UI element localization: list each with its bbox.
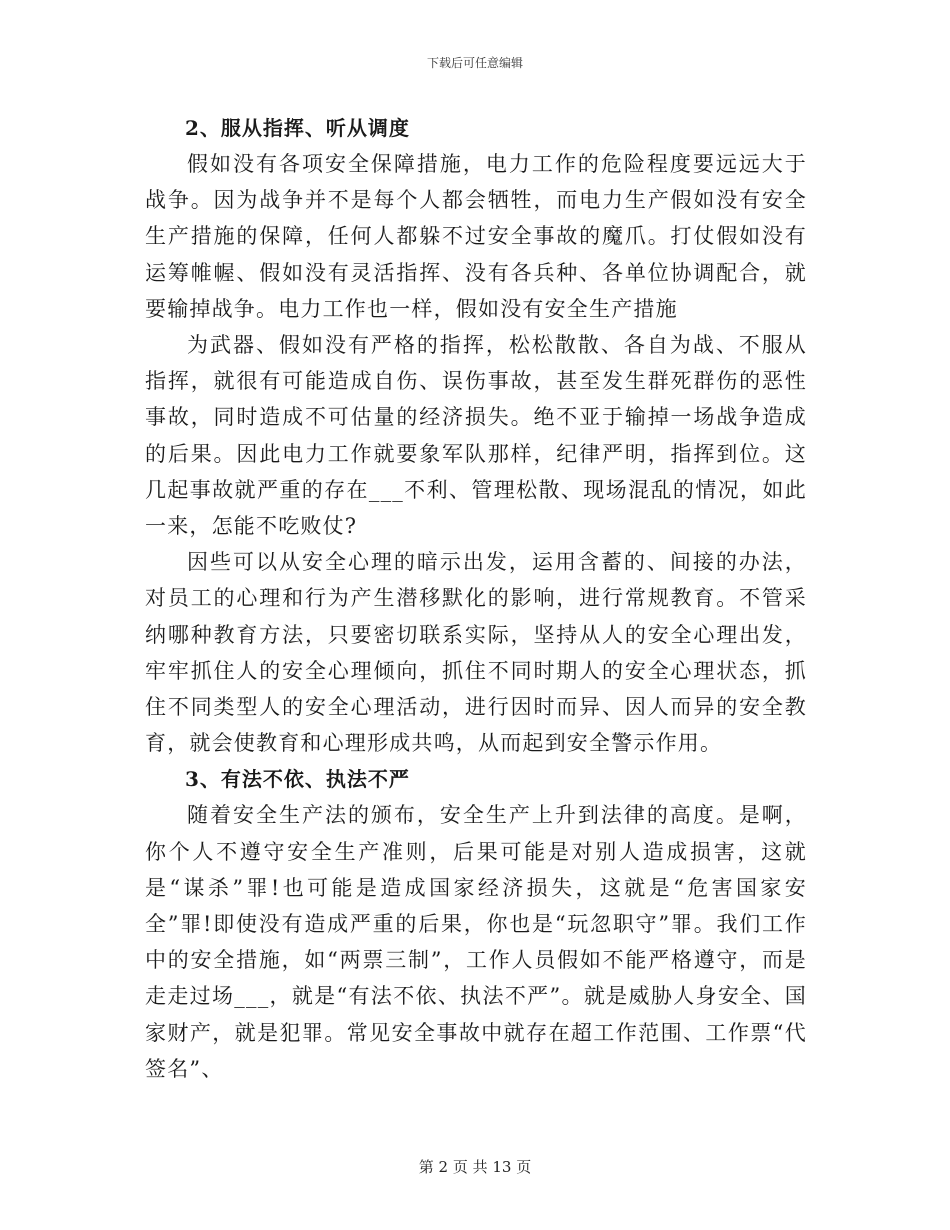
paragraph: 因些可以从安全心理的暗示出发，运用含蓄的、间接的办法，对员工的心理和行为产生潜移默化的影响，进行常规教育。不管采纳哪种教育方法，只要密切联系实际，坚持从人的安全心理出发，牢牢抓住人的安全心理倾向，抓住不同时期人的安全心理状态，抓住不同类型人的安全心理活动，进行因时而异、因人而异的安全教育，就会使教育和心理形成共鸣，从而起到安全警示作用。 <box>145 550 807 756</box>
paragraph: 假如没有各项安全保障措施，电力工作的危险程度要远远大于战争。因为战争并不是每个人都会牺牲，而电力生产假如没有安全生产措施的保障，任何人都躲不过安全事故的魔爪。打仗假如没有运筹帷幄、假如没有灵活指挥、没有各兵种、各单位协调配合，就要输掉战争。电力工作也一样，假如没有安全生产措施 <box>145 152 807 321</box>
page-header-note: 下载后可任意编辑 <box>426 56 523 70</box>
section-heading: 3、有法不依、执法不严 <box>185 767 410 792</box>
document-body <box>145 110 807 1087</box>
paragraph: 为武器、假如没有严格的指挥，松松散散、各自为战、不服从指挥，就很有可能造成自伤、误伤事故，甚至发生群死群伤的恶性事故，同时造成不可估量的经济损失。绝不亚于输掉一场战争造成的后果。因此电力工作就要象军队那样，纪律严明，指挥到位。这几起事故就严重的存在___不利、管理松散、现场混乱的情况，如此一来，怎能不吃败仗? <box>145 333 807 539</box>
section-heading: 2、服从指挥、听从调度 <box>185 116 410 140</box>
page-number: 第 2 页 共 13 页 <box>418 1158 532 1176</box>
paragraph: 随着安全生产法的颁布，安全生产上升到法律的高度。是啊，你个人不遵守安全生产准则，后果可能是对别人造成损害，这就是“谋杀”罪!也可能是造成国家经济损失，这就是“危害国家安全”罪!即使没有造成严重的后果，你也是“玩忽职守”罪。我们工作中的安全措施，如“两票三制”，工作人员假如不能严格遵守，而是走走过场___，就是“有法不依、执法不严”。就是威胁人身安全、国家财产，就是犯罪。常见安全事故中就存在超工作范围、工作票“代签名”、 <box>145 803 807 1081</box>
